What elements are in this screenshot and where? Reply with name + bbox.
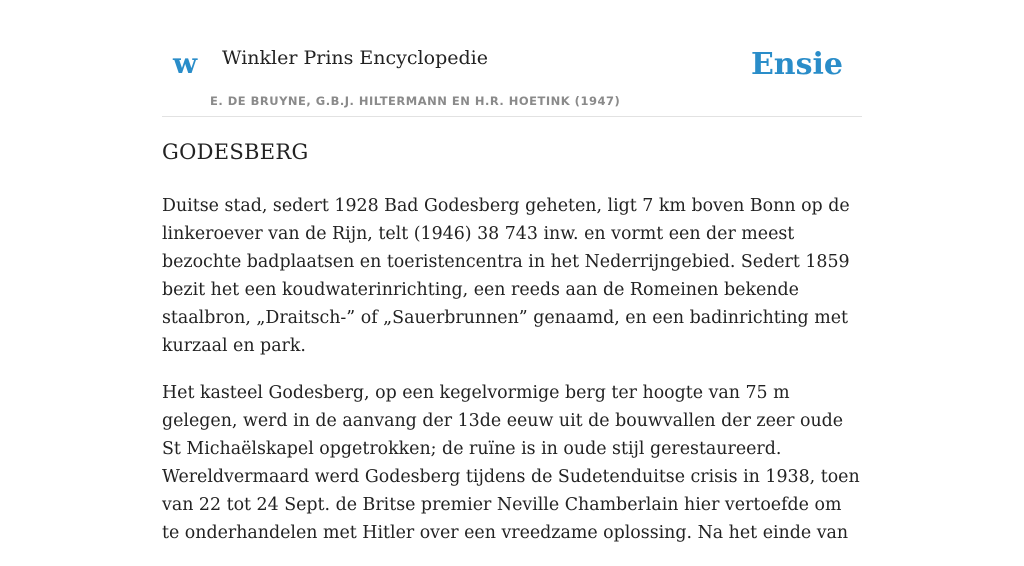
article-paragraph: Het kasteel Godesberg, op een kegelvormige berg ter hoogte van 75 m gelegen, werd in de aanvang der 13de eeuw uit de bouwvallen der zeer oude St Michaëlskapel opgetrokken; de ruïne is in oude stijl gerestaureerd. Wereldvermaard werd Godesberg tijdens de Sudetenduitse crisis in 1938, toen van 22 tot 24 Sept. de Britse premier Neville Chamberlain hier vertoefde om te onderhandelen met Hitler over een vreedzame oplossing. Na het einde van: [162, 383, 860, 543]
source-title-link[interactable]: Winkler Prins Encyclopedie: [222, 47, 488, 69]
source-header: [162, 30, 862, 117]
article-title: GODESBERG: [162, 140, 309, 164]
article-body: [162, 192, 862, 566]
source-logo-icon[interactable]: w: [173, 47, 198, 80]
article-paragraph: Duitse stad, sedert 1928 Bad Godesberg geheten, ligt 7 km boven Bonn op de linkeroever van de Rijn, telt (1946) 38 743 inw. en vormt een der meest bezochte badplaatsen en toeristencentra in het Nederrijngebied. Sedert 1859 bezit het een koudwaterinrichting, een reeds aan de Romeinen bekende staalbron, „Draitsch-” of „Sauerbrunnen” genaamd, en een badinrichting met kurzaal en park.: [162, 196, 850, 356]
source-authors: E. DE BRUYNE, G.B.J. HILTERMANN EN H.R. HOETINK (1947): [210, 94, 621, 108]
ensie-logo-link[interactable]: Ensie: [750, 47, 843, 82]
